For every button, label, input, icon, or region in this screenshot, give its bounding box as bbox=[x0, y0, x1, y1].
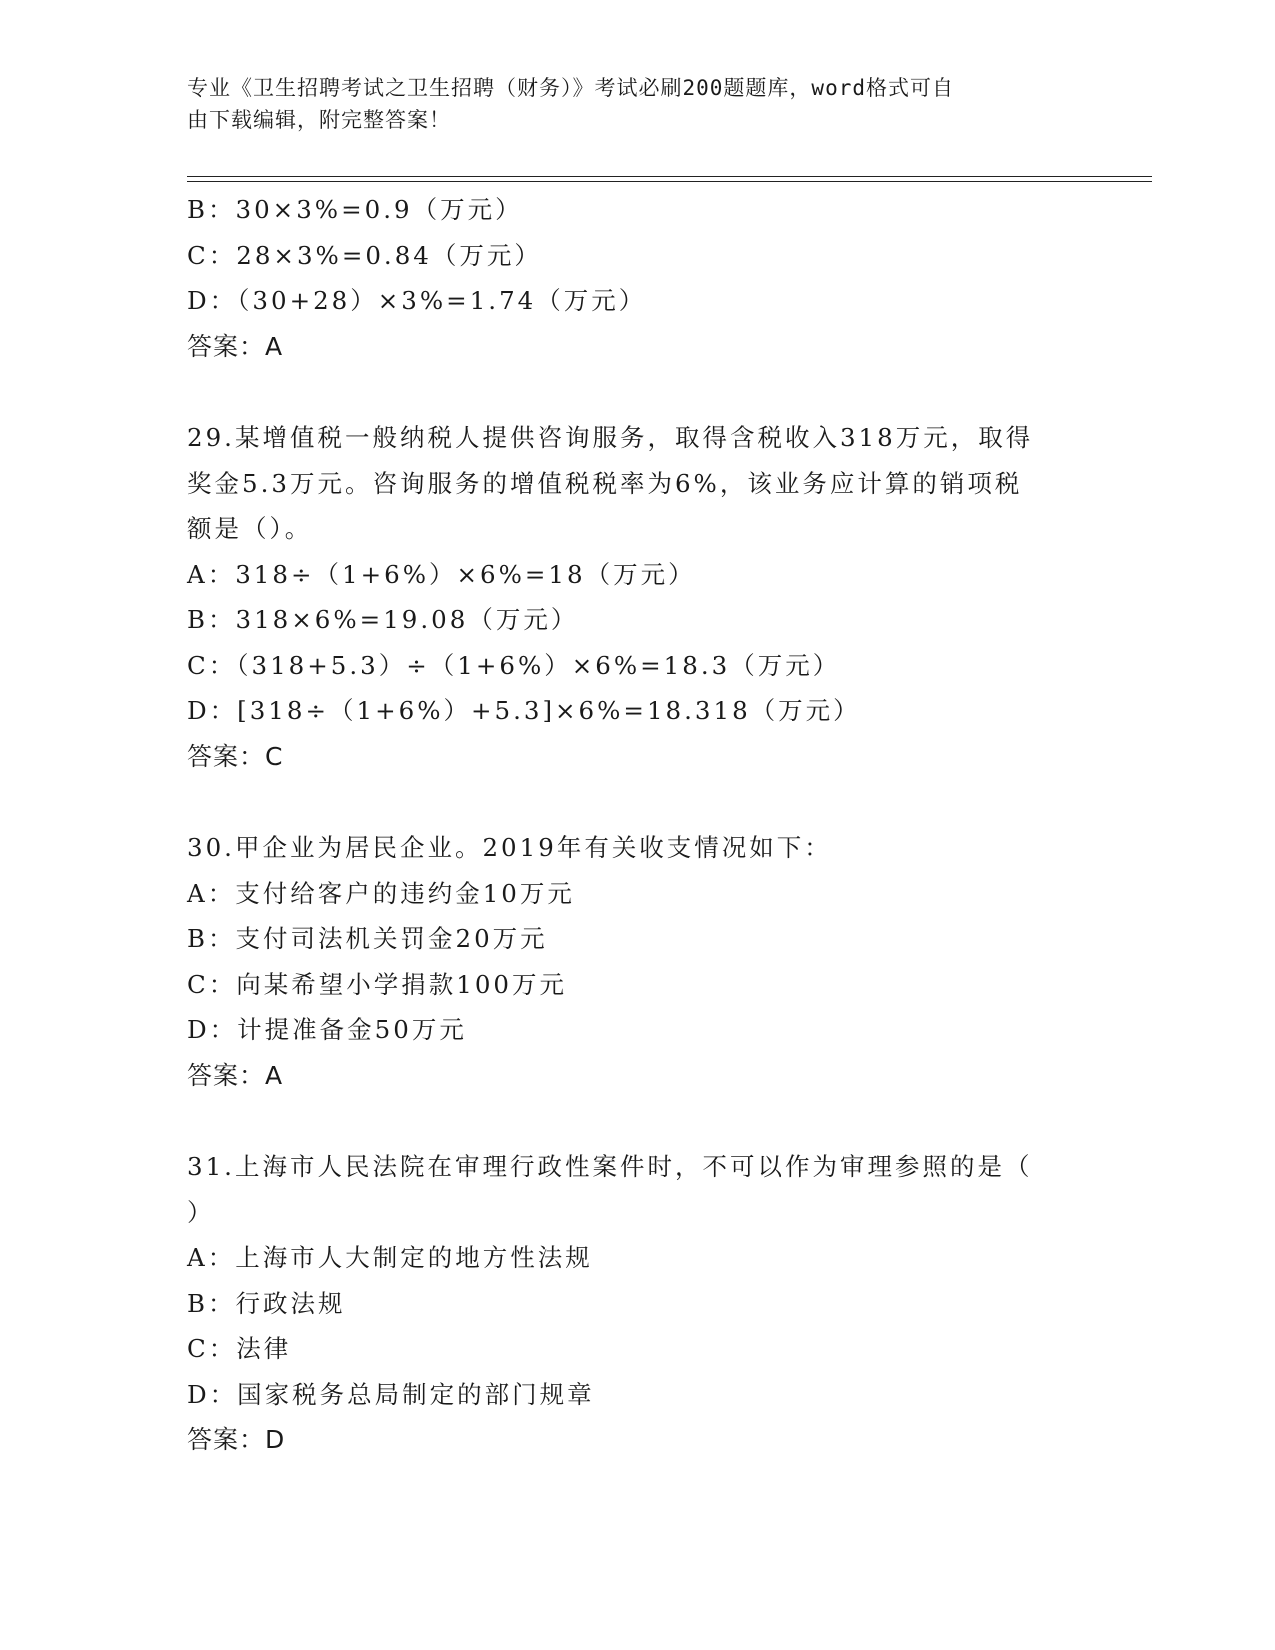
option-d: D：[318÷（1+6%）+5.3]×6%=18.318（万元） bbox=[187, 696, 861, 725]
answer: 答案：A bbox=[187, 331, 284, 361]
answer: 答案：D bbox=[187, 1425, 286, 1454]
option-c: C：（318+5.3）÷（1+6%）×6%=18.3（万元） bbox=[187, 650, 841, 680]
option-b: B：30×3%=0.9（万元） bbox=[187, 195, 523, 224]
question-block-28 bbox=[187, 187, 1087, 369]
spacer bbox=[187, 369, 1087, 415]
option-b: B：行政法规 bbox=[187, 1288, 346, 1318]
question-block-31 bbox=[187, 1144, 1087, 1463]
question-text-line-1: 29.某增值税一般纳税人提供咨询服务，取得含税收入318万元，取得 bbox=[187, 423, 1034, 452]
question-text-line-2: 奖金5.3万元。咨询服务的增值税税率为6%，该业务应计算的销项税 bbox=[187, 468, 1023, 498]
question-text-line-3: 额是（）。 bbox=[187, 514, 313, 543]
header-rule-top bbox=[187, 176, 1152, 177]
spacer bbox=[187, 779, 1087, 825]
option-b: B：318×6%=19.08（万元） bbox=[187, 605, 579, 634]
header-line-2: 由下载编辑，附完整答案！ bbox=[187, 108, 451, 132]
option-d: D：计提准备金50万元 bbox=[187, 1015, 467, 1044]
answer: 答案：A bbox=[187, 1060, 284, 1090]
header-rule-bottom bbox=[187, 181, 1152, 182]
option-d: D：（30+28）×3%=1.74（万元） bbox=[187, 286, 647, 315]
question-text-line-2: ） bbox=[187, 1197, 215, 1227]
spacer bbox=[187, 1098, 1087, 1144]
question-text-line-1: 31.上海市人民法院在审理行政性案件时，不可以作为审理参照的是（ bbox=[187, 1152, 1033, 1181]
option-a: A：支付给客户的违约金10万元 bbox=[187, 878, 575, 908]
option-c: C：法律 bbox=[187, 1334, 292, 1363]
page-header bbox=[187, 72, 1067, 136]
option-c: C：向某希望小学捐款100万元 bbox=[187, 969, 568, 999]
option-d: D：国家税务总局制定的部门规章 bbox=[187, 1379, 595, 1409]
question-block-30 bbox=[187, 825, 1087, 1098]
option-a: A：上海市人大制定的地方性法规 bbox=[187, 1243, 593, 1272]
option-b: B：支付司法机关罚金20万元 bbox=[187, 924, 548, 953]
answer: 答案：C bbox=[187, 741, 284, 771]
document-body bbox=[187, 187, 1087, 1463]
header-line-1: 专业《卫生招聘考试之卫生招聘（财务）》考试必刷200题题库，word格式可自 bbox=[187, 76, 954, 100]
question-text-line-1: 30.甲企业为居民企业。2019年有关收支情况如下： bbox=[187, 833, 832, 862]
option-a: A：318÷（1+6%）×6%=18（万元） bbox=[187, 559, 696, 589]
option-c: C：28×3%=0.84（万元） bbox=[187, 240, 542, 270]
question-block-29 bbox=[187, 415, 1087, 779]
